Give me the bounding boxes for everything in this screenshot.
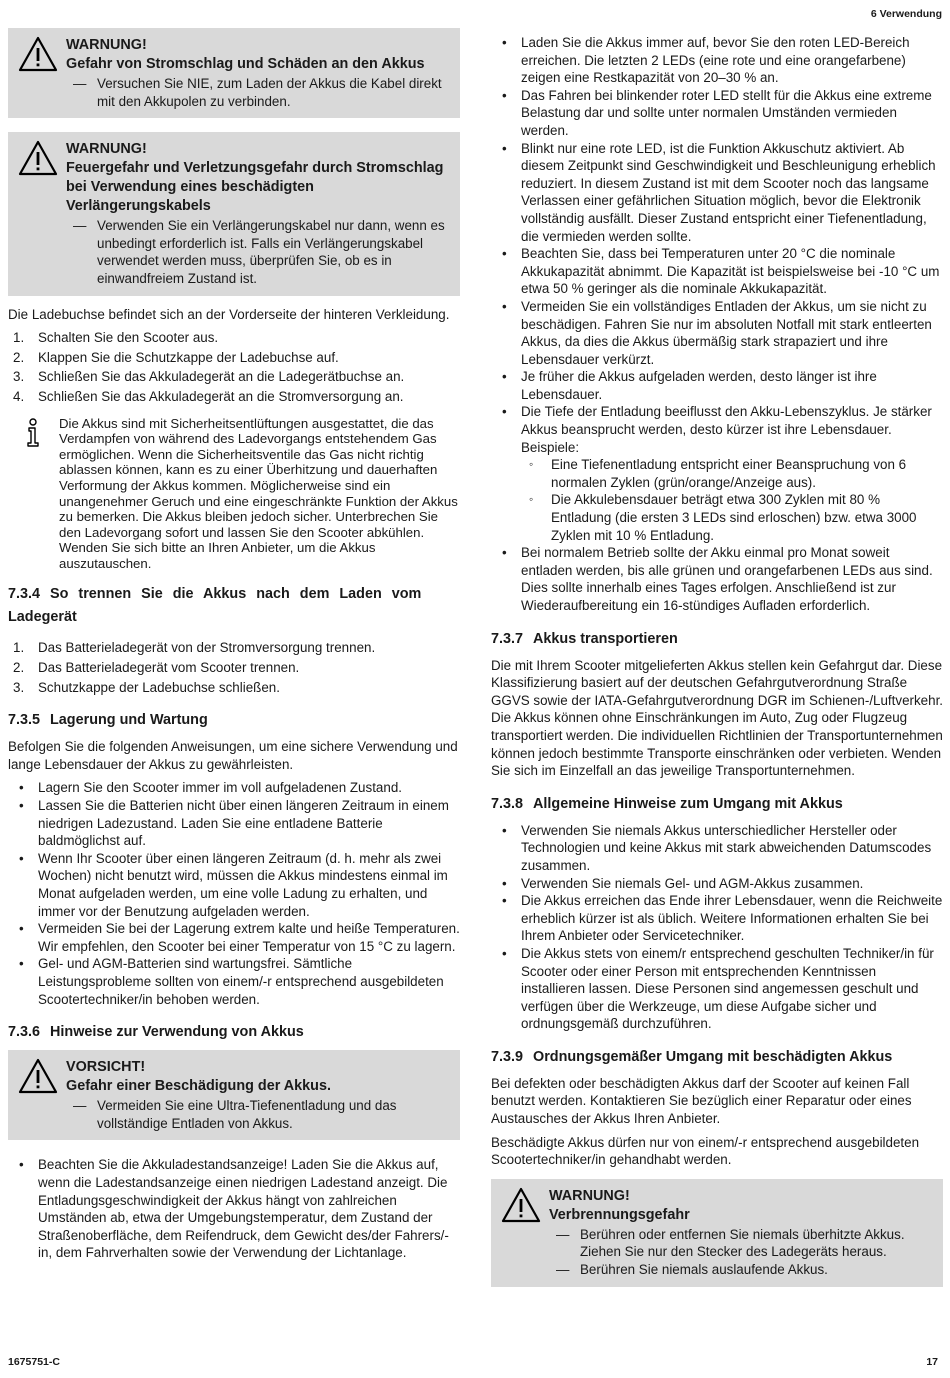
warning-triangle-icon [18,1058,58,1094]
warning-label: WARNUNG! [549,1187,630,1204]
list-item: • Lassen Sie die Batterien nicht über einen längeren Zeitraum in einem niedrigen Ladezustand. Laden Sie eine entladene Batterie baldmöglichst auf. [8,797,460,850]
step-text: Schalten Sie den Scooter aus. [38,330,219,346]
section-title: Akkus transportieren [533,630,678,647]
list-item: • Bei normalem Betrieb sollte der Akku einmal pro Monat soweit entladen werden, bis alle grünen und orangefarbenen LEDs aus sind. Dies sollte innerhalb eines Tages erfolgen. Anschließend ist zur Wiederaufbereitung ein 16-stündiges Aufladen erforderlich. [491,544,943,614]
warning-item: — Verwenden Sie ein Verlängerungskabel nur dann, wenn es unbedingt erforderlich ist. Falls ein Verlängerungskabel verwendet werden muss, überprüfen Sie, ob es in einwandfreiem Zustand ist. [66,217,450,287]
list-item: • Verwenden Sie niemals Akkus unterschiedlicher Hersteller oder Technologien und keine Akkus mit stark abweichenden Datumscodes zusammen. [491,822,943,875]
list-item [491,403,943,544]
storage-list [8,779,460,1008]
caution-box [8,1050,460,1140]
warning-item: — Berühren Sie niemals auslaufende Akkus. [549,1261,933,1279]
charging-steps [8,329,460,405]
step-number: 2. [13,660,25,676]
storage-intro: Befolgen Sie die folgenden Anweisungen, um eine sichere Verwendung und lange Lebensdauer der Akkus zu gewährleisten. [8,739,458,772]
running-header: 6 Verwendung [870,8,942,20]
warning-title: Verbrennungsgefahr [549,1206,690,1223]
step-item [8,388,460,406]
section-heading-7-3-6 [8,1022,460,1042]
list-item: • Lagern Sie den Scooter immer im voll aufgeladenen Zustand. [8,779,460,797]
section-title: Hinweise zur Verwendung von Akkus [50,1024,304,1041]
damaged-paragraph-1: Bei defekten oder beschädigten Akkus darf der Scooter auf keinen Fall benutzt werden. Kontaktieren Sie bezüglich einer Reparatur oder eines Austausches der Akkus Ihren Anbieter. [491,1075,912,1127]
section-heading-7-3-5 [8,710,460,730]
section-title: Lagerung und Wartung [50,712,208,729]
warning-label: WARNUNG! [66,141,147,158]
step-text: Das Batterieladegerät vom Scooter trennen. [38,660,300,676]
step-item [8,368,460,386]
list-item: • Wenn Ihr Scooter über einen längeren Zeitraum (d. h. mehr als zwei Wochen) nicht benutzt wird, müssen die Akkus mindestens einmal im Monat aufgeladen werden, um eine volle Ladung zu erhalten, und immer vor der Benutzung aufgeladen werden. [8,850,460,920]
usage-list-continued [491,34,943,615]
warning-title: Gefahr von Stromschlag und Schäden an den Akkus [66,56,425,72]
list-item: • Je früher die Akkus aufgeladen werden, desto länger ist ihre Lebensdauer. [491,368,943,403]
step-item [8,659,460,677]
warning-label: WARNUNG! [66,37,147,53]
list-item: • Beachten Sie, dass bei Temperaturen unter 20 °C die nominale Akkukapazität abnimmt. Die Kapazität ist beispielsweise bei -10 °C um etwa 50 % geringer als die nominale Akkukapazität. [491,245,943,298]
list-item-text: Die Tiefe der Entladung beeiflusst den Akku-Lebenszyklus. Je stärker Akkus beansprucht werden, desto kürzer ist ihre Lebensdauer. Beispiele: [521,404,932,455]
section-title: Allgemeine Hinweise zum Umgang mit Akkus [533,795,843,812]
list-item: • Vermeiden Sie ein vollständiges Entladen der Akkus, um sie nicht zu beschädigen. Fahren Sie nur im absoluten Notfall mit stark entleerten Akkus, da dies die Akkus übermäßig stark strapaziert und ihre Lebensdauer verkürzt. [491,298,943,368]
page-number: 17 [926,1356,938,1369]
caution-label: VORSICHT! [66,1059,146,1076]
warning-title: Feuergefahr und Verletzungsgefahr durch Stromschlag bei Verwendung eines beschädigten Verlängerungskabels [66,160,444,215]
usage-list [8,1156,460,1262]
step-number: 4. [13,388,25,404]
list-item: • Das Fahren bei blinkender roter LED stellt für die Akkus eine extreme Belastung dar und sollte unter normalen Umständen vermieden werden. [491,87,943,140]
section-number: 7.3.7 [491,630,524,647]
step-number: 1. [13,330,25,346]
step-text: Das Batterieladegerät von der Stromversorgung trennen. [38,640,376,656]
step-item [8,679,460,697]
step-item [8,329,460,347]
section-title: So trennen Sie die Akkus nach dem Laden vom Ladegerät [8,586,422,626]
step-text: Schließen Sie das Akkuladegerät an die Ladegerätbuchse an. [38,369,405,385]
section-heading-7-3-7 [491,629,943,649]
step-item [8,349,460,367]
sub-list-item: ◦ Eine Tiefenentladung entspricht einer Beanspruchung von 6 normalen Zyklen (grün/orange/Anzeige aus). [521,456,943,491]
warning-box-extension-cable [8,132,460,295]
transport-paragraph: Die mit Ihrem Scooter mitgelieferten Akkus stellen kein Gefahrgut dar. Diese Klassifizierung basiert auf der deutschen Gefahrgutverordnung Straße GGVS sowie der IATA-Gefahrgutverordnung DGR im Schienen-/Luftverkehr. Die Akkus können ohne Einschränkungen im Auto, Zug oder Flugzeug transportiert werden. Die individuellen Richtlinien der Transportunternehmen können jedoch bestimmte Transporte einschränken oder verbieten. Wenden Sie sich im Einzelfall an das jeweilige Transportunternehmen. [491,657,944,779]
caution-item: — Vermeiden Sie eine Ultra-Tiefenentladung und das vollständige Entladen von Akkus. [66,1097,450,1132]
step-number: 3. [13,679,25,695]
document-number: 1675751-C [8,1356,60,1369]
warning-triangle-icon [501,1187,541,1223]
section-number: 7.3.4 [8,586,41,603]
section-heading-7-3-9 [491,1047,943,1067]
warning-box-electric-shock [8,28,460,118]
list-item: • Beachten Sie die Akkuladestandsanzeige! Laden Sie die Akkus auf, wenn die Ladestandsanzeige einen niedrigen Ladestand anzeigt. Die Entladungsgeschwindigkeit der Akkus hängt von zahlreichen Umständen ab, etwa der Umgebungstemperatur, dem Zustand der Straßenoberfläche, dem Reifendruck, dem Gewicht des/der Fahrers/-in, dem Fahrverhalten sowie der Verwendung der Lichtanlage. [8,1156,460,1262]
list-item: • Blinkt nur eine rote LED, ist die Funktion Akkuschutz aktiviert. Ab diesem Zeitpunkt sind Geschwindigkeit und Beschleunigung erheblich reduziert. In diesem Zustand ist mit dem Scooter noch das langsame Verlassen einer gefährlichen Situation möglich, bevor die Elektronik vollständig ausfällt. Dieser Zustand entspricht einer Tiefenentladung, die vermieden werden sollte. [491,140,943,246]
list-item: • Die Akkus stets von einem/r entsprechend geschulten Techniker/in für Scooter oder einer Person mit entsprechenden Kenntnissen installieren lassen. Diese Personen sind angemessen geschult und verfügen über die Werkzeuge, um diese Aufgabe sicher und ordnungsgemäß durchzuführen. [491,945,943,1033]
sub-list [521,456,943,544]
damaged-paragraph-2: Beschädigte Akkus dürfen nur von einem/-r entsprechend ausgebildeten Scootertechniker/in gehandhabt werden. [491,1134,920,1168]
sub-list-item: ◦ Die Akkulebensdauer beträgt etwa 300 Zyklen mit 80 % Entladung (die ersten 3 LEDs sind erloschen) bzw. etwa 3000 Zyklen mit 10 % Entladung. [521,491,943,544]
section-heading-7-3-8 [491,794,943,814]
info-icon [24,418,42,448]
section-title: Ordnungsgemäßer Umgang mit beschädigten Akkus [533,1048,893,1065]
left-column [8,28,460,1268]
step-text: Schutzkappe der Ladebuchse schließen. [38,679,280,695]
warning-item: — Versuchen Sie NIE, zum Laden der Akkus die Kabel direkt mit den Akkupolen zu verbinden. [66,75,450,110]
warning-item: — Berühren oder entfernen Sie niemals überhitzte Akkus. Ziehen Sie nur den Stecker des Ladegeräts heraus. [549,1226,933,1261]
section-number: 7.3.5 [8,712,41,729]
right-column [491,34,943,1301]
info-note [8,416,460,572]
list-item: • Verwenden Sie niemals Gel- und AGM-Akkus zusammen. [491,875,943,893]
step-number: 3. [13,369,25,385]
step-text: Klappen Sie die Schutzkappe der Ladebuchse auf. [38,349,339,365]
list-item: • Gel- und AGM-Batterien sind wartungsfrei. Sämtliche Leistungsprobleme sollten von einem/-r entsprechend ausgebildeten Scootertechniker/in behoben werden. [8,955,460,1008]
section-number: 7.3.6 [8,1024,41,1041]
caution-title: Gefahr einer Beschädigung der Akkus. [66,1078,331,1095]
intro-paragraph: Die Ladebuchse befindet sich an der Vorderseite der hinteren Verkleidung. [8,306,450,322]
disconnect-steps [8,639,460,696]
step-text: Schließen Sie das Akkuladegerät an die Stromversorgung an. [38,388,404,404]
list-item: • Die Akkus erreichen das Ende ihrer Lebensdauer, wenn die Reichweite erheblich kürzer ist als üblich. Weitere Informationen erhalten Sie bei Ihrem Anbieter oder Servicetechniker. [491,892,943,945]
warning-box-burn [491,1179,943,1287]
step-number: 2. [13,349,25,365]
general-list [491,822,943,1033]
list-item: • Vermeiden Sie bei der Lagerung extrem kalte und heiße Temperaturen. Wir empfehlen, den Scooter bei einer Temperatur von 15 °C zu lagern. [8,920,460,955]
section-number: 7.3.8 [491,795,524,812]
warning-triangle-icon [18,36,58,72]
section-heading-7-3-4 [8,583,460,629]
section-number: 7.3.9 [491,1048,524,1065]
info-text: Die Akkus sind mit Sicherheitsentlüftungen ausgestattet, die das Verdampfen von während des Ladevorgangs entstehendem Gas ermöglichen. Wenn die Sicherheitsventile das Gas nicht richtig ablassen können, kann es zu einer Überhitzung und dauerhaften Verformung der Akkus kommen. Möglicherweise sind ein unangenehmer Geruch und eine eingeschränkte Funktion der Akkus zu bemerken. Die Akkus bleiben jedoch sicher. Unterbrechen Sie den Ladevorgang sofort und lassen Sie den Scooter abkühlen. Wenden Sie sich bitte an Ihren Anbieter, um die Akkus auszutauschen. [59,415,458,571]
step-number: 1. [13,640,25,656]
list-item: • Laden Sie die Akkus immer auf, bevor Sie den roten LED-Bereich erreichen. Die letzten 2 LEDs (eine rote und eine orangefarbene) zeigen eine Restkapazität von 20–30 % an. [491,34,943,87]
step-item [8,639,460,657]
warning-triangle-icon [18,140,58,176]
